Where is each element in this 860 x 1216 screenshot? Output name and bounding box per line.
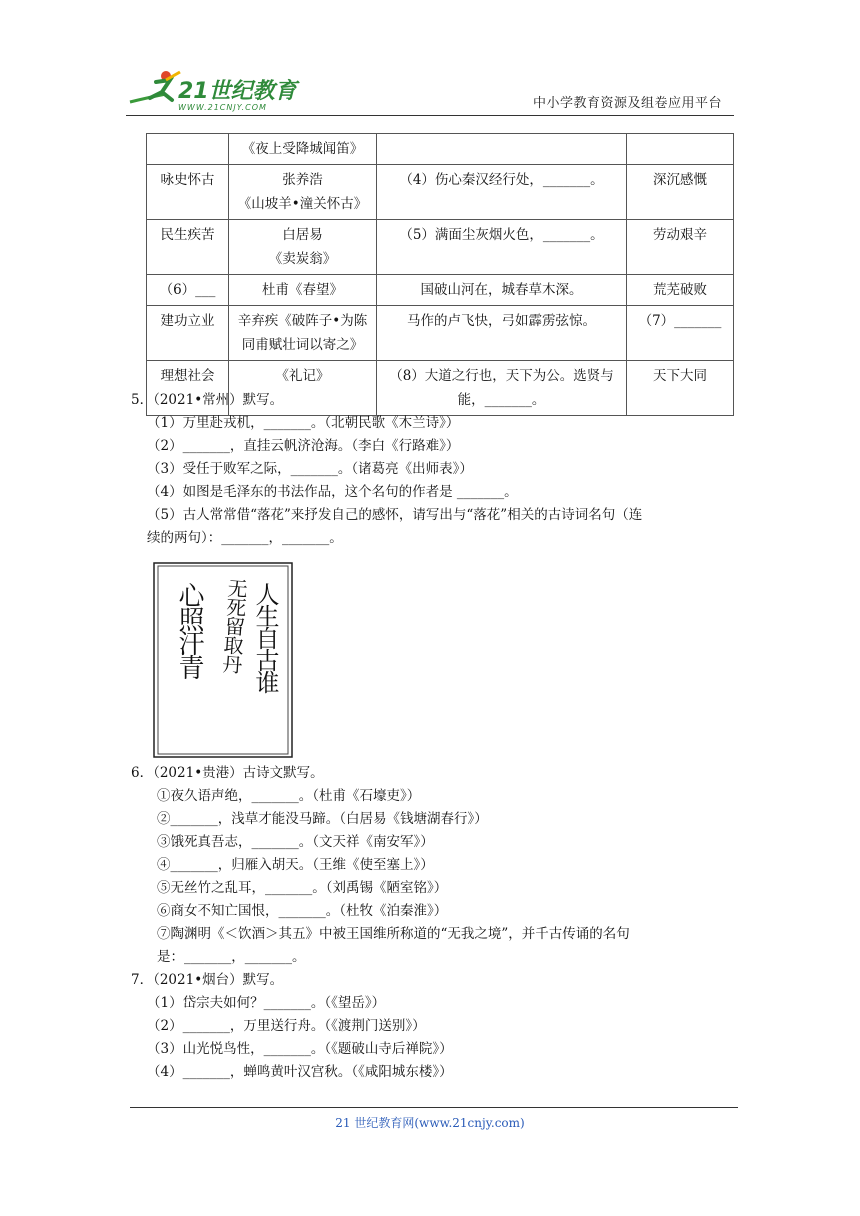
svg-text:21世纪教育: 21世纪教育 <box>178 79 297 104</box>
verse-cell[interactable]: （8）大道之行也，天下为公。选贤与 能，_______。 <box>377 361 627 416</box>
svg-text:无死留取丹: 无死留取丹 <box>218 577 249 674</box>
question-item[interactable]: ⑤无丝竹之乱耳，_______。（刘禹锡《陋室铭》） <box>157 880 448 896</box>
svg-text:WWW.21CNJY.COM: WWW.21CNJY.COM <box>178 103 267 112</box>
logo-icon <box>126 68 326 114</box>
question-title: 7．（2021•烟台）默写。 <box>131 972 284 988</box>
feeling-cell[interactable]: （7）_______ <box>627 306 734 361</box>
question-item[interactable]: （1）万里赴戎机，_______。（北朝民歌《木兰诗》） <box>147 415 460 431</box>
table-row <box>147 165 734 220</box>
question-item[interactable]: （1）岱宗夫如何？_______。（《望岳》） <box>147 995 386 1011</box>
theme-cell: 咏史怀古 <box>147 165 229 220</box>
verse-cell[interactable]: （4）伤心秦汉经行处，_______。 <box>377 165 627 220</box>
author-work-cell: 白居易 《卖炭翁》 <box>229 220 377 275</box>
question-item[interactable]: ①夜久语声绝，_______。（杜甫《石壕吏》） <box>157 788 421 804</box>
question-item[interactable]: （2）_______，直挂云帆济沧海。（李白《行路难》） <box>147 438 460 454</box>
table-row <box>147 220 734 275</box>
author-work-cell: 杜甫《春望》 <box>229 275 377 306</box>
verse-cell: 马作的卢飞快，弓如霹雳弦惊。 <box>377 306 627 361</box>
question-item[interactable]: （4）_______，蝉鸣黄叶汉宫秋。（《咸阳城东楼》） <box>147 1064 453 1080</box>
question-item[interactable]: ③饿死真吾志，_______。（文天祥《南安军》） <box>157 834 434 850</box>
verse-cell: 国破山河在，城春草木深。 <box>377 275 627 306</box>
calligraphy-icon <box>153 562 293 758</box>
theme-cell <box>147 134 229 165</box>
question-item[interactable]: ②_______，浅草才能没马蹄。（白居易《钱塘湖春行》） <box>157 811 488 827</box>
question-title: 5．（2021•常州）默写。 <box>131 392 284 408</box>
table-row <box>147 306 734 361</box>
feeling-cell: 深沉感慨 <box>627 165 734 220</box>
question-item[interactable]: （3）山光悦鸟性，_______。（《题破山寺后禅院》） <box>147 1041 453 1057</box>
questions <box>131 389 731 1084</box>
question-item[interactable]: 是：_______，_______。 <box>157 949 306 965</box>
question-item[interactable]: ⑥商女不知亡国恨，_______。（杜牧《泊秦淮》） <box>157 903 448 919</box>
feeling-cell: 天下大同 <box>627 361 734 416</box>
poem-table <box>146 133 734 416</box>
author-work-cell: 《礼记》 <box>229 361 377 416</box>
author-work-cell: 辛弃疾《破阵子•为陈 同甫赋壮词以寄之》 <box>229 306 377 361</box>
table-row <box>147 275 734 306</box>
question-item[interactable]: （3）受任于败军之际，_______。（诸葛亮《出师表》） <box>147 461 473 477</box>
page-header <box>126 68 726 118</box>
platform-name: 中小学教育资源及组卷应用平台 <box>532 96 722 111</box>
table-row <box>147 134 734 165</box>
question-title: 6．（2021•贵港）古诗文默写。 <box>131 765 324 781</box>
footer-divider <box>130 1107 738 1108</box>
question-item[interactable]: （4）如图是毛泽东的书法作品，这个名句的作者是 _______。 <box>147 484 518 500</box>
author-work-cell: 《夜上受降城闻笛》 <box>229 134 377 165</box>
feeling-cell <box>627 134 734 165</box>
question-item: （5）古人常常借“落花”来抒发自己的感怀，请写出与“落花”相关的古诗词名句（连 <box>147 507 643 523</box>
footer-link[interactable]: 21 世纪教育网(www.21cnjy.com) <box>335 1116 525 1130</box>
theme-cell: 建功立业 <box>147 306 229 361</box>
question-item: ⑦陶渊明《＜饮酒＞其五》中被王国维所称道的“无我之境”，并千古传诵的名句 <box>157 926 630 942</box>
theme-cell: 民生疾苦 <box>147 220 229 275</box>
calligraphy-image <box>153 562 293 758</box>
verse-cell <box>377 134 627 165</box>
svg-text:心照汗青: 心照汗青 <box>174 582 204 678</box>
feeling-cell: 劳动艰辛 <box>627 220 734 275</box>
theme-cell: 理想社会 <box>147 361 229 416</box>
feeling-cell: 荒芜破败 <box>627 275 734 306</box>
header-divider <box>126 115 734 116</box>
question-item[interactable]: ④_______，归雁入胡天。（王维《使至塞上》） <box>157 857 434 873</box>
theme-cell[interactable]: （6）___ <box>147 275 229 306</box>
svg-text:人生自古谁: 人生自古谁 <box>251 582 279 692</box>
question-item[interactable]: 续的两句）：_______，_______。 <box>147 530 343 546</box>
verse-cell[interactable]: （5）满面尘灰烟火色，_______。 <box>377 220 627 275</box>
author-work-cell: 张养浩 《山坡羊•潼关怀古》 <box>229 165 377 220</box>
question-item[interactable]: （2）_______，万里送行舟。（《渡荆门送别》） <box>147 1018 426 1034</box>
